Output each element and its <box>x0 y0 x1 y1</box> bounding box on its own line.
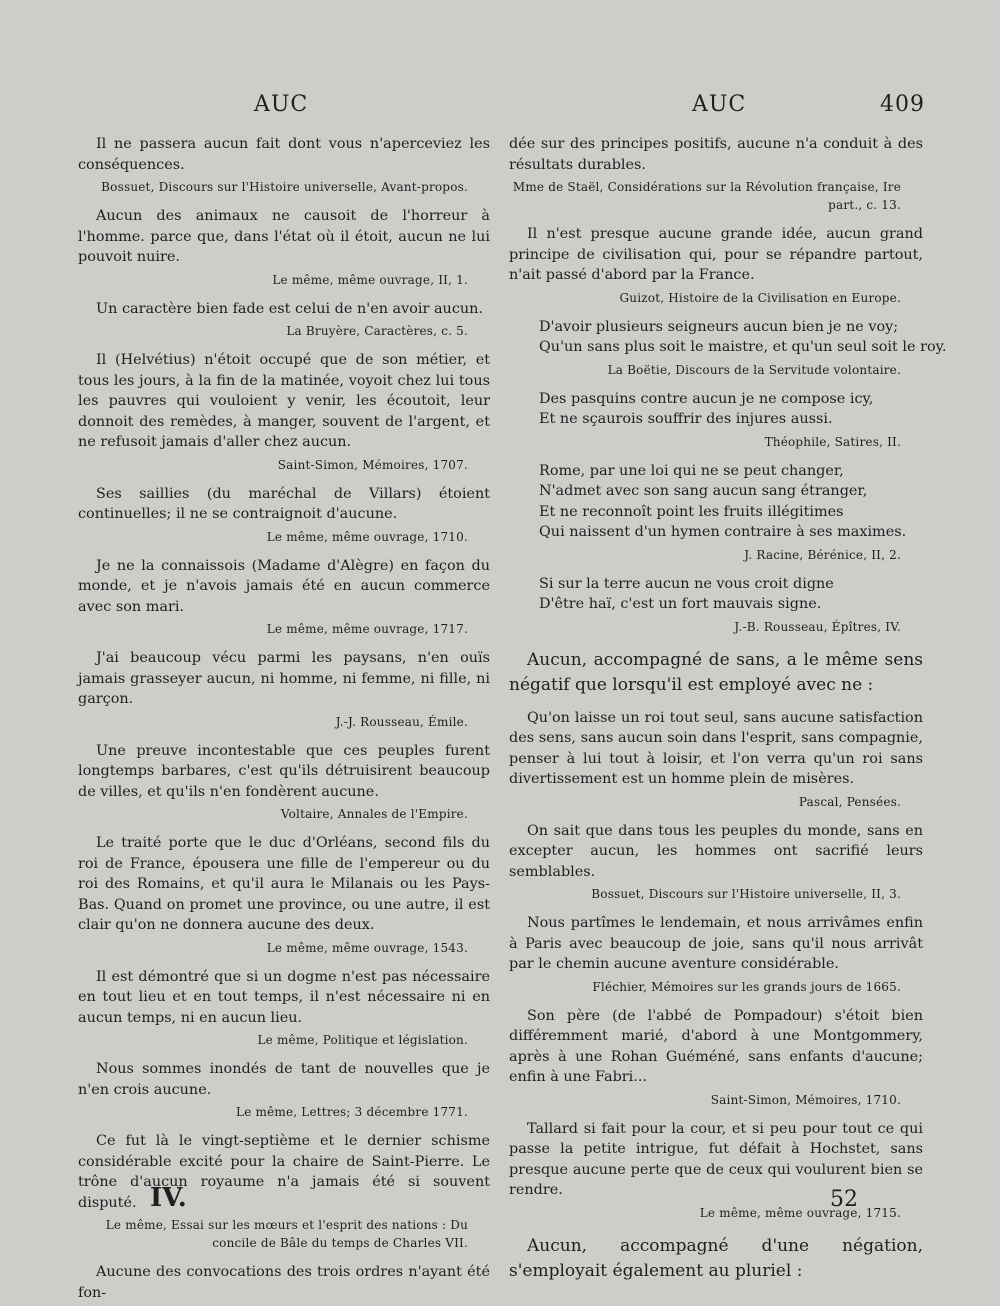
left-column <box>78 134 490 1306</box>
citation: Bossuet, Discours sur l'Histoire universelle, II, 3. <box>591 887 901 901</box>
quotation: Ce fut là le vingt-septième et le dernier schisme considérable excité pour la chaire de Saint-Pierre. Le trône d'aucun royaume n'a jamais été si souvent disputé. <box>78 1133 490 1211</box>
quotation: Aucune des convocations des trois ordres n'ayant été fon- <box>78 1264 490 1301</box>
quotation: Ses saillies (du maréchal de Villars) étoient continuelles; il ne se contraignoit d'aucune. <box>78 485 490 522</box>
verse-line: D'être haï, c'est un fort mauvais signe. <box>539 596 822 612</box>
citation: Le même, même ouvrage, 1717. <box>266 622 468 636</box>
citation: Le même, même ouvrage, 1543. <box>266 940 468 955</box>
folio-number: 52 <box>830 1187 858 1212</box>
quotation: Tallard si fait pour la cour, et si peu pour tout ce qui passe la petite intrigue, fut défait à Hochstet, sans presque aucune perte que de ceux qui voulurent bien se rendre. <box>509 1120 923 1198</box>
verse-block <box>539 317 947 358</box>
quotation: Son père (de l'abbé de Pompadour) s'étoit bien différemment marié, d'abord à une Montgommery, après à une Rohan Guéméné, sans enfants d'aucune; enfin à une Fabri... <box>509 1007 923 1085</box>
verse-line: Si sur la terre aucun ne vous croit digne <box>539 575 834 592</box>
citation: Saint-Simon, Mémoires, 1710. <box>710 1092 901 1107</box>
citation: Pascal, Pensées. <box>798 794 901 809</box>
quotation: Il est démontré que si un dogme n'est pas nécessaire en tout lieu et en tout temps, il n'est nécessaire ni en aucun temps, ni en aucun lieu. <box>78 968 490 1026</box>
verse-block <box>539 574 923 615</box>
citation: Bossuet, Discours sur l'Histoire universelle, Avant-propos. <box>101 180 468 194</box>
quotation: Je ne la connaissois (Madame d'Alègre) en façon du monde, et je n'avois jamais été en aucun commerce avec son mari. <box>78 557 490 615</box>
citation: Le même, même ouvrage, 1710. <box>266 529 468 544</box>
verse-line: Et ne sçaurois souffrir des injures aussi. <box>539 411 833 427</box>
citation: Guizot, Histoire de la Civilisation en Europe. <box>619 290 901 305</box>
citation: Le même, Lettres; 3 décembre 1771. <box>236 1105 468 1119</box>
citation: J. Racine, Bérénice, II, 2. <box>744 547 901 562</box>
verse-line: D'avoir plusieurs seigneurs aucun bien je ne voy; <box>539 318 899 335</box>
quotation: J'ai beaucoup vécu parmi les paysans, n'en ouïs jamais grasseyer aucun, ni homme, ni femme, ni fille, ni garçon. <box>78 650 490 707</box>
quotation: Le traité porte que le duc d'Orléans, second fils du roi de France, épousera une fille de l'empereur ou du roi des Romains, et qu'il aura le Milanais ou les Pays-Bas. Quand on promet une province, ou une autre, il est clair qu'on ne donnera aucune des deux. <box>78 835 490 933</box>
citation: J.-B. Rousseau, Épîtres, IV. <box>734 619 901 634</box>
quotation: Nous partîmes le lendemain, et nous arrivâmes enfin à Paris avec beaucoup de joie, sans qu'il nous arrivât par le chemin aucune aventure considérable. <box>509 915 923 972</box>
quotation: On sait que dans tous les peuples du monde, sans en excepter aucun, les hommes ont sacrifié leurs semblables. <box>509 822 923 880</box>
quotation: Qu'on laisse un roi tout seul, sans aucune satisfaction des sens, sans aucun soin dans l'esprit, sans compagnie, penser à lui tout à loisir, et l'on verra qu'un roi sans divertissement est un homme plein de misères. <box>509 709 923 787</box>
running-head-right: AUC <box>692 92 747 117</box>
section-heading: Aucun, accompagné de sans, a le même sens négatif que lorsqu'il est employé avec ne : <box>509 649 923 695</box>
right-column <box>509 134 947 1294</box>
verse-line: N'admet avec son sang aucun sang étranger, <box>539 483 868 499</box>
citation: Fléchier, Mémoires sur les grands jours de 1665. <box>592 979 901 994</box>
verse-line: Rome, par une loi qui ne se peut changer, <box>539 462 844 479</box>
quotation: Aucun des animaux ne causoit de l'horreur à l'homme. parce que, dans l'état où il étoit, aucun ne lui pouvoit nuire. <box>78 208 490 265</box>
verse-block <box>539 461 923 543</box>
running-head-left: AUC <box>254 92 309 117</box>
citation: La Boëtie, Discours de la Servitude volontaire. <box>607 362 901 377</box>
verse-line: Et ne reconnoît point les fruits illégitimes <box>539 503 844 520</box>
citation: Le même, Essai sur les mœurs et l'esprit des nations : Du concile de Bâle du temps de Charles VII. <box>105 1218 468 1250</box>
quotation: Il n'est presque aucune grande idée, aucun grand principe de civilisation qui, pour se répandre partout, n'ait passé d'abord par la France. <box>509 226 923 283</box>
quotation: Une preuve incontestable que ces peuples furent longtemps barbares, c'est qu'ils détruisirent beaucoup de villes, et qu'ils n'en fondèrent aucune. <box>78 742 490 800</box>
citation: Mme de Staël, Considérations sur la Révolution française, Ire part., c. 13. <box>512 180 901 212</box>
citation: Le même, même ouvrage, 1715. <box>699 1205 901 1220</box>
quotation: Il ne passera aucun fait dont vous n'aperceviez les conséquences. <box>78 136 490 173</box>
verse-block <box>539 389 923 430</box>
citation: Saint-Simon, Mémoires, 1707. <box>277 457 468 472</box>
citation: Le même, Politique et législation. <box>257 1033 468 1047</box>
quotation: Il (Helvétius) n'étoit occupé que de son métier, et tous les jours, à la fin de la matinée, voyoit chez lui tous les pauvres qui vouloient y venir, les écoutoit, leur donnoit des remèdes, à manger, souvent de l'argent, et ne refusoit jamais d'aller chez aucun. <box>78 352 490 450</box>
citation: Le même, même ouvrage, II, 1. <box>272 272 468 287</box>
section-heading: Aucun, accompagné d'une négation, s'employait également au pluriel : <box>509 1235 923 1281</box>
citation: Théophile, Satires, II. <box>764 434 901 449</box>
citation: La Bruyère, Caractères, c. 5. <box>286 324 468 338</box>
verse-line: Qu'un sans plus soit le maistre, et qu'un seul soit le roy. <box>539 339 947 355</box>
quotation: Un caractère bien fade est celui de n'en avoir aucun. <box>96 300 483 317</box>
verse-line: Des pasquins contre aucun je ne compose icy, <box>539 390 874 407</box>
quotation: Nous sommes inondés de tant de nouvelles que je n'en crois aucune. <box>78 1061 490 1098</box>
signature-mark: IV. <box>150 1183 187 1213</box>
citation: Voltaire, Annales de l'Empire. <box>280 807 468 821</box>
verse-line: Qui naissent d'un hymen contraire à ses maximes. <box>539 524 907 540</box>
citation: J.-J. Rousseau, Émile. <box>335 714 468 729</box>
quotation: dée sur des principes positifs, aucune n'a conduit à des résultats durables. <box>509 136 923 173</box>
page-number: 409 <box>880 92 925 117</box>
